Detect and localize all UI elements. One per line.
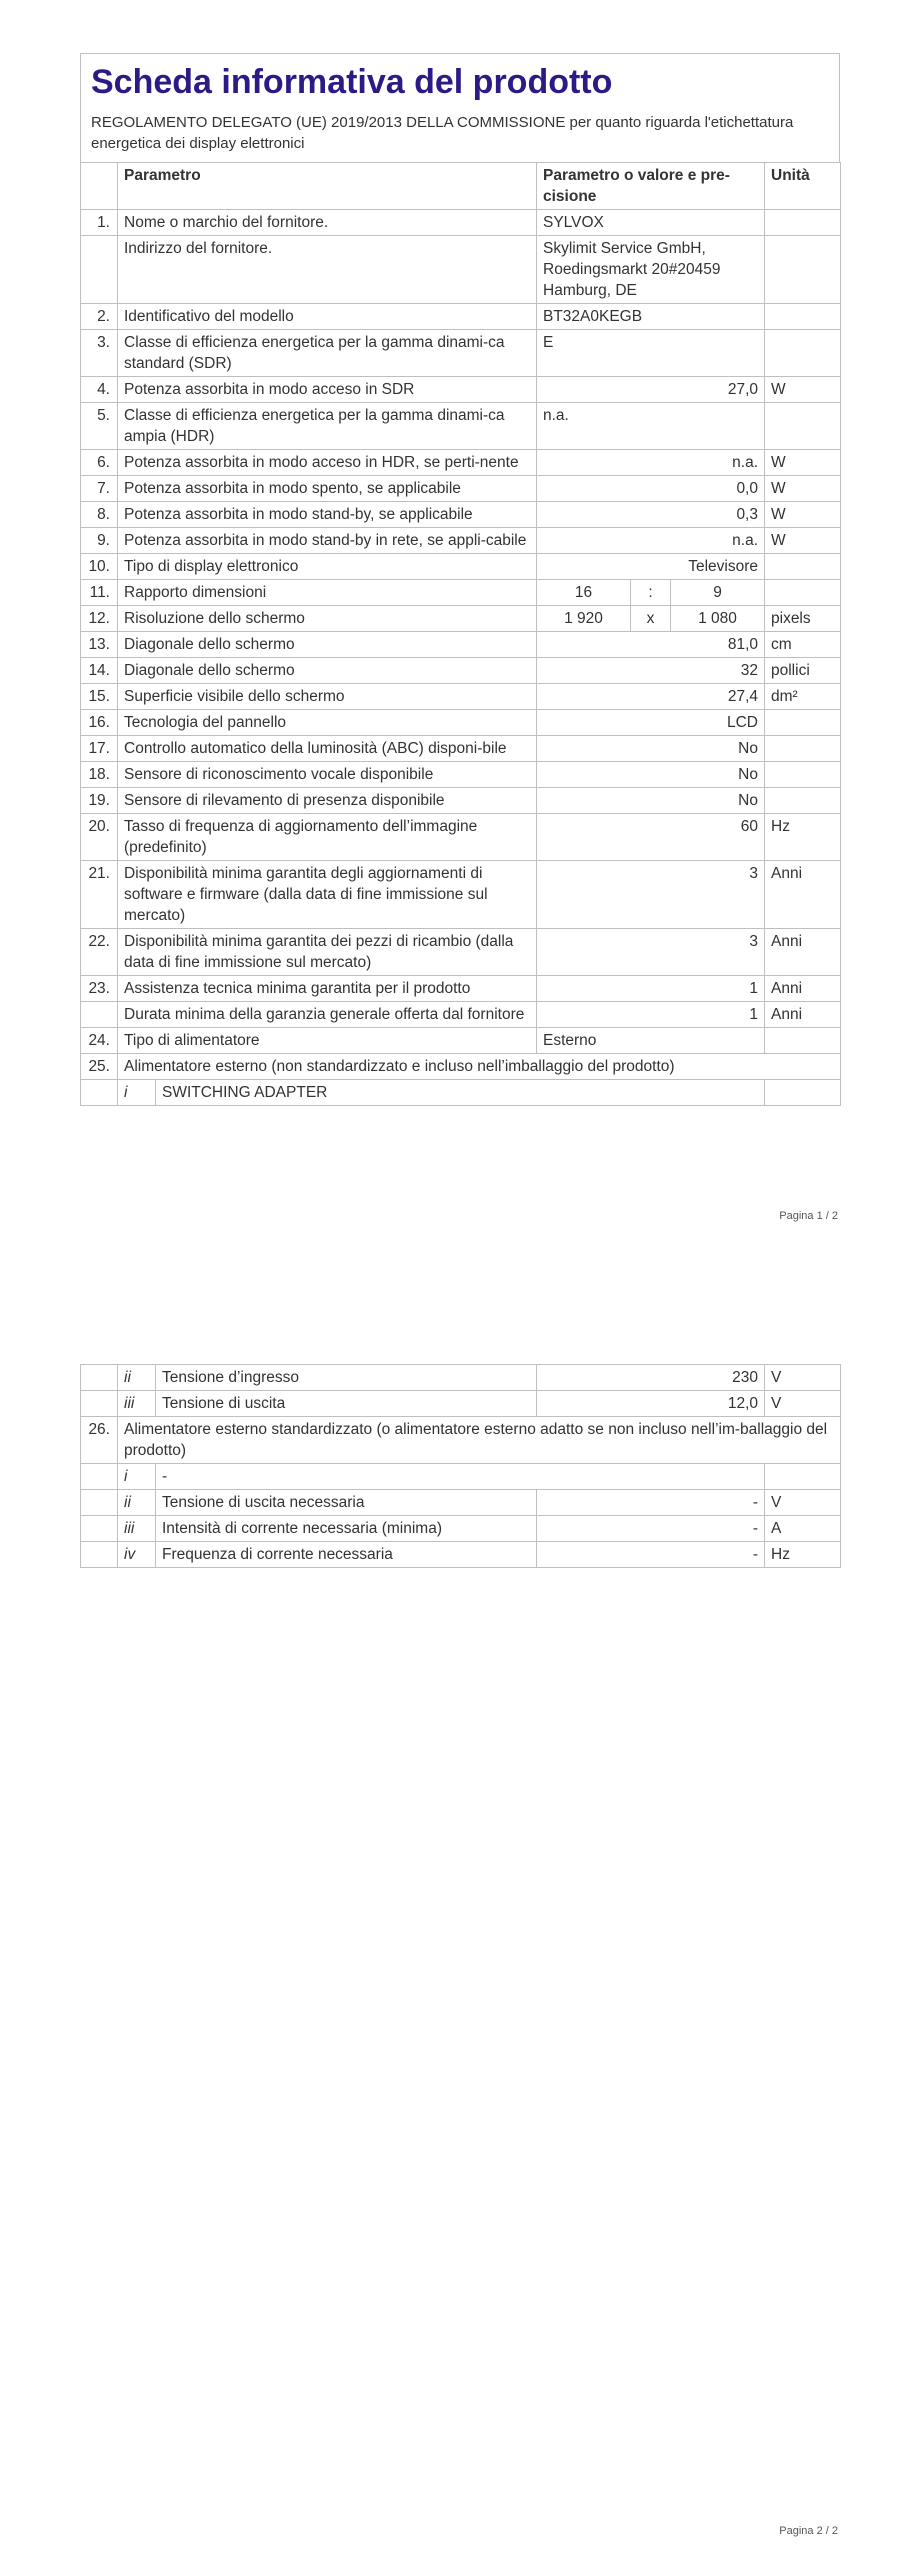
sub-row-unit xyxy=(765,1080,841,1106)
sub-row xyxy=(81,1365,841,1391)
table-row xyxy=(81,377,841,403)
row-value: SYLVOX xyxy=(537,210,765,236)
sub-row-value: - xyxy=(537,1542,765,1568)
table-row xyxy=(81,814,841,861)
header-value-cell: Parametro o valore e pre-cisione xyxy=(537,163,765,210)
row-value: 27,4 xyxy=(537,684,765,710)
row-value: 27,0 xyxy=(537,377,765,403)
table-row xyxy=(81,476,841,502)
row-number: 12. xyxy=(81,606,118,632)
row-unit xyxy=(765,554,841,580)
row-number: 8. xyxy=(81,502,118,528)
row-unit: Anni xyxy=(765,861,841,929)
sub-row-label: SWITCHING ADAPTER xyxy=(156,1080,765,1106)
row-number: 18. xyxy=(81,762,118,788)
sub-row-unit: A xyxy=(765,1516,841,1542)
row-number: 11. xyxy=(81,580,118,606)
row-unit xyxy=(765,762,841,788)
table-row xyxy=(81,403,841,450)
sub-row-roman: ii xyxy=(118,1490,156,1516)
row-value: 1 xyxy=(537,976,765,1002)
row-unit xyxy=(765,736,841,762)
sub-row-spacer xyxy=(81,1391,118,1417)
row-unit: dm² xyxy=(765,684,841,710)
row-value: No xyxy=(537,736,765,762)
row-label: Sensore di riconoscimento vocale disponibile xyxy=(118,762,537,788)
row-label: Potenza assorbita in modo stand-by in rete, se appli-cabile xyxy=(118,528,537,554)
page-title: Scheda informativa del prodotto xyxy=(91,63,613,101)
sub-row-value: 12,0 xyxy=(537,1391,765,1417)
row-value: 3 xyxy=(537,929,765,976)
sub-row-label: - xyxy=(156,1464,765,1490)
row-unit: W xyxy=(765,502,841,528)
table-row xyxy=(81,1028,841,1054)
row-unit xyxy=(765,304,841,330)
row-number: 21. xyxy=(81,861,118,929)
table-row xyxy=(81,330,841,377)
sub-row-label: Tensione di uscita necessaria xyxy=(156,1490,537,1516)
sub-row-unit: V xyxy=(765,1391,841,1417)
sub-row-unit: Hz xyxy=(765,1542,841,1568)
header-num-cell xyxy=(81,163,118,210)
row-unit: pixels xyxy=(765,606,841,632)
row-label: Alimentatore esterno standardizzato (o alimentatore esterno adatto se non incluso nell’im-ballaggio del prodotto) xyxy=(118,1417,841,1464)
row-label: Controllo automatico della luminosità (ABC) disponi-bile xyxy=(118,736,537,762)
row-number: 13. xyxy=(81,632,118,658)
row-value: 32 xyxy=(537,658,765,684)
sub-row xyxy=(81,1080,841,1106)
sub-row-spacer xyxy=(81,1080,118,1106)
table-row xyxy=(81,658,841,684)
row-unit xyxy=(765,236,841,304)
row-value: Esterno xyxy=(537,1028,765,1054)
row-value: 81,0 xyxy=(537,632,765,658)
row-unit xyxy=(765,330,841,377)
sub-row-value: - xyxy=(537,1490,765,1516)
row-number: 6. xyxy=(81,450,118,476)
sub-row-spacer xyxy=(81,1542,118,1568)
page-number-1: Pagina 1 / 2 xyxy=(779,1210,838,1222)
sub-row-roman: iii xyxy=(118,1516,156,1542)
sub-row-label: Tensione d’ingresso xyxy=(156,1365,537,1391)
row-label: Tipo di display elettronico xyxy=(118,554,537,580)
row-unit: Hz xyxy=(765,814,841,861)
row-number: 17. xyxy=(81,736,118,762)
row-label: Durata minima della garanzia generale offerta dal fornitore xyxy=(118,1002,537,1028)
sub-row-spacer xyxy=(81,1490,118,1516)
table-row xyxy=(81,710,841,736)
row-unit xyxy=(765,403,841,450)
table-row-25 xyxy=(81,1054,841,1080)
page-subtitle: REGOLAMENTO DELEGATO (UE) 2019/2013 DELLA COMMISSIONE per quanto riguarda l'etichettatura energetica dei display elettronici xyxy=(91,114,794,152)
row-unit: Anni xyxy=(765,976,841,1002)
row-number: 24. xyxy=(81,1028,118,1054)
row-unit xyxy=(765,1028,841,1054)
row-number xyxy=(81,1002,118,1028)
table-row xyxy=(81,762,841,788)
row-label: Risoluzione dello schermo xyxy=(118,606,537,632)
table-row xyxy=(81,861,841,929)
sub-row-roman: i xyxy=(118,1080,156,1106)
row-number: 16. xyxy=(81,710,118,736)
table-row xyxy=(81,210,841,236)
product-info-table-continued xyxy=(80,1364,841,1568)
row-value: 3 xyxy=(537,861,765,929)
table-row-26 xyxy=(81,1417,841,1464)
sub-row xyxy=(81,1464,841,1490)
row-label: Assistenza tecnica minima garantita per il prodotto xyxy=(118,976,537,1002)
sub-row-unit: V xyxy=(765,1365,841,1391)
table-row xyxy=(81,580,841,606)
row-label: Potenza assorbita in modo spento, se applicabile xyxy=(118,476,537,502)
page-number-2: Pagina 2 / 2 xyxy=(779,2525,838,2537)
row-unit: W xyxy=(765,377,841,403)
row-label: Nome o marchio del fornitore. xyxy=(118,210,537,236)
sub-row-value: 230 xyxy=(537,1365,765,1391)
table-row xyxy=(81,236,841,304)
row-number: 3. xyxy=(81,330,118,377)
row-unit: W xyxy=(765,476,841,502)
row-label: Tecnologia del pannello xyxy=(118,710,537,736)
table-row xyxy=(81,788,841,814)
row-value: No xyxy=(537,788,765,814)
row-unit xyxy=(765,210,841,236)
row-value: n.a. xyxy=(537,403,765,450)
row-value-b: 9 xyxy=(671,580,765,606)
table-row xyxy=(81,684,841,710)
row-unit xyxy=(765,710,841,736)
sub-row-label: Frequenza di corrente necessaria xyxy=(156,1542,537,1568)
page-1 xyxy=(80,53,840,1106)
sub-row-spacer xyxy=(81,1516,118,1542)
row-number: 2. xyxy=(81,304,118,330)
row-number: 7. xyxy=(81,476,118,502)
row-unit xyxy=(765,580,841,606)
row-label: Classe di efficienza energetica per la gamma dinami-ca ampia (HDR) xyxy=(118,403,537,450)
row-unit xyxy=(765,788,841,814)
sub-row-unit xyxy=(765,1464,841,1490)
row-number: 25. xyxy=(81,1054,118,1080)
table-row xyxy=(81,502,841,528)
row-number: 23. xyxy=(81,976,118,1002)
sub-row-roman: ii xyxy=(118,1365,156,1391)
sub-row-unit: V xyxy=(765,1490,841,1516)
row-value-separator: x xyxy=(631,606,671,632)
row-label: Potenza assorbita in modo acceso in HDR, se perti-nente xyxy=(118,450,537,476)
row-value-a: 16 xyxy=(537,580,631,606)
sub-row-spacer xyxy=(81,1365,118,1391)
row-number: 4. xyxy=(81,377,118,403)
sub-row xyxy=(81,1516,841,1542)
table-row xyxy=(81,736,841,762)
row-unit: pollici xyxy=(765,658,841,684)
row-value: 60 xyxy=(537,814,765,861)
row-number: 14. xyxy=(81,658,118,684)
row-number: 5. xyxy=(81,403,118,450)
header-unit-cell: Unità xyxy=(765,163,841,210)
sheet-header xyxy=(80,53,840,162)
row-label: Disponibilità minima garantita degli aggiornamenti di software e firmware (dalla data di fine immissione sul mercato) xyxy=(118,861,537,929)
row-label: Tipo di alimentatore xyxy=(118,1028,537,1054)
sub-row-roman: iv xyxy=(118,1542,156,1568)
row-number: 1. xyxy=(81,210,118,236)
row-number: 26. xyxy=(81,1417,118,1464)
row-value: Televisore xyxy=(537,554,765,580)
row-label: Diagonale dello schermo xyxy=(118,658,537,684)
table-row xyxy=(81,929,841,976)
row-value: BT32A0KEGB xyxy=(537,304,765,330)
table-row xyxy=(81,554,841,580)
row-label: Classe di efficienza energetica per la gamma dinami-ca standard (SDR) xyxy=(118,330,537,377)
row-number: 20. xyxy=(81,814,118,861)
row-value: 0,0 xyxy=(537,476,765,502)
row-number: 9. xyxy=(81,528,118,554)
header-param-cell: Parametro xyxy=(118,163,537,210)
row-value: 1 xyxy=(537,1002,765,1028)
row-label: Disponibilità minima garantita dei pezzi di ricambio (dalla data di fine immissione sul mercato) xyxy=(118,929,537,976)
row-value-a: 1 920 xyxy=(537,606,631,632)
page-2 xyxy=(80,1364,840,1568)
row-unit: Anni xyxy=(765,929,841,976)
table-row xyxy=(81,528,841,554)
row-value: 0,3 xyxy=(537,502,765,528)
row-label: Rapporto dimensioni xyxy=(118,580,537,606)
row-label: Potenza assorbita in modo stand-by, se applicabile xyxy=(118,502,537,528)
row-value: Skylimit Service GmbH, Roedingsmarkt 20#20459 Hamburg, DE xyxy=(537,236,765,304)
table-row xyxy=(81,632,841,658)
row-label: Diagonale dello schermo xyxy=(118,632,537,658)
row-value: No xyxy=(537,762,765,788)
row-number: 19. xyxy=(81,788,118,814)
sub-row-label: Tensione di uscita xyxy=(156,1391,537,1417)
sub-row xyxy=(81,1391,841,1417)
row-label: Identificativo del modello xyxy=(118,304,537,330)
sub-row-roman: i xyxy=(118,1464,156,1490)
sub-row-value: - xyxy=(537,1516,765,1542)
row-unit: cm xyxy=(765,632,841,658)
table-row xyxy=(81,304,841,330)
table-row xyxy=(81,976,841,1002)
row-value-b: 1 080 xyxy=(671,606,765,632)
row-number xyxy=(81,236,118,304)
row-number: 22. xyxy=(81,929,118,976)
row-label: Sensore di rilevamento di presenza disponibile xyxy=(118,788,537,814)
row-value-separator: : xyxy=(631,580,671,606)
sub-row xyxy=(81,1542,841,1568)
row-value: n.a. xyxy=(537,450,765,476)
row-label: Potenza assorbita in modo acceso in SDR xyxy=(118,377,537,403)
row-number: 10. xyxy=(81,554,118,580)
row-number: 15. xyxy=(81,684,118,710)
table-row xyxy=(81,450,841,476)
row-value: LCD xyxy=(537,710,765,736)
row-unit: W xyxy=(765,528,841,554)
table-row xyxy=(81,1002,841,1028)
row-unit: Anni xyxy=(765,1002,841,1028)
sub-row xyxy=(81,1490,841,1516)
row-label: Tasso di frequenza di aggiornamento dell’immagine (predefinito) xyxy=(118,814,537,861)
table-header-row xyxy=(81,163,841,210)
sub-row-spacer xyxy=(81,1464,118,1490)
row-value: E xyxy=(537,330,765,377)
table-row xyxy=(81,606,841,632)
row-label: Superficie visibile dello schermo xyxy=(118,684,537,710)
row-value: n.a. xyxy=(537,528,765,554)
row-label: Indirizzo del fornitore. xyxy=(118,236,537,304)
sub-row-roman: iii xyxy=(118,1391,156,1417)
row-label: Alimentatore esterno (non standardizzato e incluso nell’imballaggio del prodotto) xyxy=(118,1054,841,1080)
product-info-table xyxy=(80,162,841,1106)
row-unit: W xyxy=(765,450,841,476)
sub-row-label: Intensità di corrente necessaria (minima) xyxy=(156,1516,537,1542)
